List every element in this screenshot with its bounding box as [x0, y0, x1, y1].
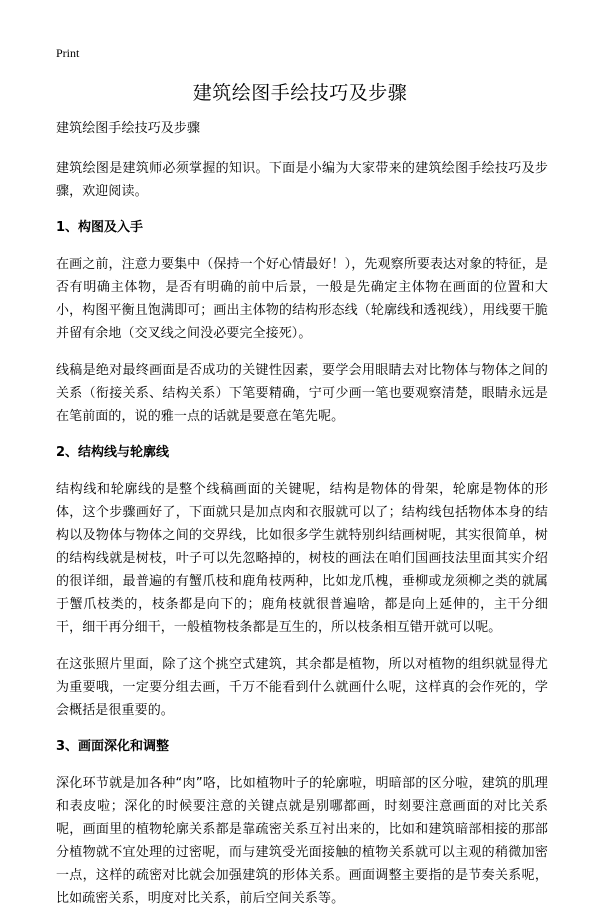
- section-2-paragraph-2: 在这张照片里面，除了这个挑空式建筑，其余都是植物，所以对植物的组织就显得尤为重要哦，一定要分组去画，千万不能看到什么就画什么呢，这样真的会作死的，学会概括是很重要的。: [56, 657, 548, 718]
- page-title: 建筑绘图手绘技巧及步骤: [192, 82, 408, 104]
- section-1-paragraph-2: 线稿是绝对最终画面是否成功的关键性因素，要学会用眼睛去对比物体与物体之间的关系（衔接关系、结构关系）下笔要精确，宁可少画一笔也要观察清楚，眼睛永远是在笔前面的，说的雅一点的话就是要意在笔先呢。: [56, 363, 548, 424]
- article-subtitle: 建筑绘图手绘技巧及步骤: [56, 121, 201, 136]
- section-heading-2: 2、结构线与轮廓线: [56, 445, 170, 460]
- section-3-paragraph-1: 深化环节就是加各种“肉”咯，比如植物叶子的轮廓啦，明暗部的区分啦，建筑的肌理和表皮啦；深化的时候要注意的关键点就是别哪都画，时刻要注意画面的对比关系呢，画面里的植物轮廓关系都是靠疏密关系互衬出来的，比如和建筑暗部相接的那部分植物就不宜处理的过密呢，而与建筑受光面接触的植物关系就可以主观的稍微加密一点，这样的疏密对比就会加强建筑的形体关系。画面调整主要指的是节奏关系呢，比如疏密关系，明度对比关系，前后空间关系等。: [56, 776, 548, 906]
- intro-paragraph: 建筑绘图是建筑师必须掌握的知识。下面是小编为大家带来的建筑绘图手绘技巧及步骤，欢迎阅读。: [56, 161, 548, 199]
- section-heading-1: 1、构图及入手: [56, 220, 144, 235]
- article-body: [56, 117, 548, 910]
- section-1-paragraph-1: 在画之前，注意力要集中（保持一个好心情最好！），先观察所要表达对象的特征，是否有明确主体物，是否有明确的前中后景，一般是先确定主体物在画面的位置和大小，构图平衡且饱满即可；画出主体物的结构形态线（轮廓线和透视线），用线要干脆并留有余地（交叉线之间没必要完全接死）。: [56, 257, 548, 341]
- section-2-paragraph-1: 结构线和轮廓线的是整个线稿画面的关键呢，结构是物体的骨架，轮廓是物体的形体，这个步骤画好了，下面就只是加点肉和衣服就可以了；结构线包括物体本身的结构以及物体与物体之间的交界线，比如很多学生就特别纠结画树呢，其实很简单，树的结构线就是树枝，叶子可以先忽略掉的，树枝的画法在咱们国画技法里面其实介绍的很详细，最普遍的有蟹爪枝和鹿角枝两种，比如龙爪槐，垂柳或龙须柳之类的就属于蟹爪枝类的，枝条都是向下的；鹿角枝就很普遍啥，都是向上延伸的，主干分细干，细干再分细干，一般植物枝条都是互生的，所以枝条相互错开就可以呢。: [56, 482, 548, 635]
- section-heading-3: 3、画面深化和调整: [56, 739, 170, 754]
- print-label[interactable]: Print: [56, 46, 80, 60]
